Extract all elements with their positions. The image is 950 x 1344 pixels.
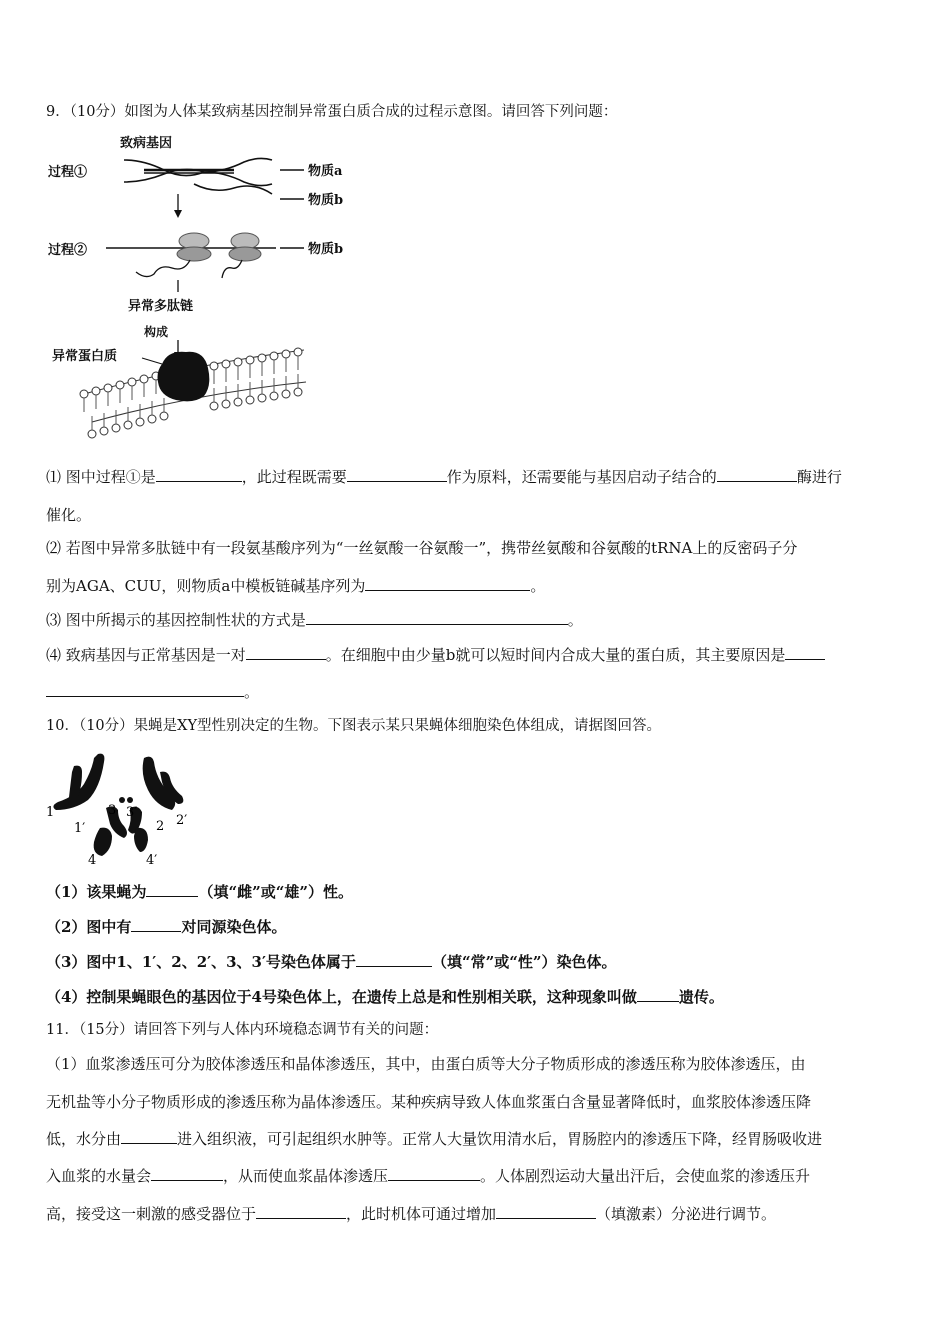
- polypeptide-chain-1: [136, 260, 190, 277]
- q11-header: 11．（15分）请回答下列与人体内环境稳态调节有关的问题：: [46, 1022, 439, 1038]
- q9-blank-template-sequence[interactable]: [365, 576, 530, 591]
- q11-para-line4: 入血浆的水量会 ，从而使血浆晶体渗透压 。人体剧烈运动大量出汗后，会使血浆的渗透压升: [46, 1167, 811, 1185]
- fig-process1-label: 过程①: [48, 165, 88, 180]
- q9-header: 9．（10分）如图为人体某致病基因控制异常蛋白质合成的过程示意图。请回答下列问题：: [46, 104, 618, 120]
- q11-blank-water-source[interactable]: [121, 1129, 177, 1144]
- chromo-label-3p: 3′: [126, 805, 138, 820]
- gene-expression-figure: [44, 132, 364, 450]
- q9-sub4-line2: 。: [46, 682, 910, 702]
- chromo-label-1p: 1′: [74, 821, 86, 836]
- q9-blank-process1[interactable]: [156, 467, 242, 482]
- q9-blank-reason[interactable]: [46, 682, 244, 697]
- fig-gene-label: 致病基因: [120, 136, 173, 151]
- q10-sub2: （2）图中有 对同源染色体。: [46, 918, 287, 936]
- q11-para-line1: （1）血浆渗透压可分为胶体渗透压和晶体渗透压，其中，由蛋白质等大分子物质形成的渗透压称为胶体渗透压，由: [46, 1055, 806, 1073]
- q10-sub3: （3）图中1、1′、2、2′、3、3′号染色体属于 （填“常”或“性”）染色体。: [46, 953, 617, 971]
- q9-blank-raw-material[interactable]: [347, 467, 447, 482]
- q9-sub2-line2: 别为AGA、CUU，则物质a中模板链碱基序列为 。: [46, 577, 546, 595]
- q11-blank-crystal-pressure[interactable]: [388, 1166, 480, 1181]
- q11-blank-water-amount[interactable]: [151, 1166, 223, 1181]
- chromo-label-1: 1: [46, 805, 55, 820]
- fig-polypeptide-label: 异常多肽链: [128, 299, 194, 314]
- fig-substance-b1: 物质b: [308, 193, 344, 208]
- polypeptide-chain-2: [222, 260, 242, 278]
- q11-blank-hormone[interactable]: [496, 1204, 596, 1219]
- q11-para-line2: 无机盐等小分子物质形成的渗透压称为晶体渗透压。某种疾病导致人体血浆蛋白含量显著降低时，血浆胶体渗透压降: [46, 1093, 812, 1111]
- fig-process2-label: 过程②: [48, 243, 88, 258]
- chromo-label-4: 4: [88, 853, 97, 868]
- q9-sub1-line1: ⑴ 图中过程①是 ，此过程既需要 作为原料，还需要能与基因启动子结合的 酶进行: [46, 468, 842, 486]
- q10-blank-sex[interactable]: [146, 882, 198, 897]
- fig-compose-label: 构成: [144, 325, 169, 339]
- chromo-label-2p: 2′: [176, 813, 188, 828]
- q10-header: 10．（10分）果蝇是XY型性别决定的生物。下图表示某只果蝇体细胞染色体组成，请据图回答。: [46, 718, 662, 734]
- fig-substance-a: 物质a: [308, 164, 343, 179]
- chromo-label-2: 2: [156, 819, 165, 834]
- q9-sub1-line2: 催化。: [46, 506, 92, 524]
- q9-sub3-line: ⑶ 图中所揭示的基因控制性状的方式是 。: [46, 611, 583, 629]
- chromosome-4-prime: [134, 828, 148, 852]
- q10-blank-pairs[interactable]: [131, 917, 181, 932]
- q9-blank-control-method[interactable]: [306, 610, 568, 625]
- q11-blank-receptor-location[interactable]: [256, 1204, 346, 1219]
- q10-sub4: （4）控制果蝇眼色的基因位于4号染色体上，在遗传上总是和性别相关联，这种现象叫做 遗传。: [46, 988, 724, 1006]
- chromosome-4: [94, 828, 112, 856]
- fig-substance-b2: 物质b: [308, 242, 344, 257]
- q10-sub1: （1）该果蝇为 （填“雌”或“雄”）性。: [46, 883, 353, 901]
- ribosome-2: [229, 233, 261, 261]
- fig-abnormal-protein-label: 异常蛋白质: [52, 349, 118, 364]
- ribosome-1: [177, 233, 211, 261]
- q9-blank-allele[interactable]: [246, 645, 326, 660]
- q10-blank-autosome[interactable]: [356, 952, 432, 967]
- q11-para-line3: 低，水分由 进入组织液，可引起组织水肿等。正常人大量饮用清水后，胃肠腔内的渗透压下降，经胃肠吸收进: [46, 1130, 823, 1148]
- chromo-label-4p: 4′: [146, 853, 158, 868]
- q9-blank-reason-start[interactable]: [785, 645, 825, 660]
- dna-double-helix: [124, 158, 272, 194]
- chromo-label-3: 3: [108, 803, 117, 818]
- q10-blank-inheritance[interactable]: [637, 987, 679, 1002]
- q9-sub2-line1: ⑵ 若图中异常多肽链中有一段氨基酸序列为“一丝氨酸一谷氨酸一”，携带丝氨酸和谷氨酸的tRNA上的反密码子分: [46, 539, 798, 557]
- q9-blank-enzyme[interactable]: [717, 467, 797, 482]
- drosophila-chromosome-figure: [44, 748, 194, 868]
- q11-para-line5: 高，接受这一刺激的感受器位于 ，此时机体可通过增加 （填激素）分泌进行调节。: [46, 1205, 777, 1223]
- abnormal-protein-block: [158, 352, 210, 402]
- q9-sub4-line1: ⑷ 致病基因与正常基因是一对 。在细胞中由少量b就可以短时间内合成大量的蛋白质，其主要原因是: [46, 645, 910, 665]
